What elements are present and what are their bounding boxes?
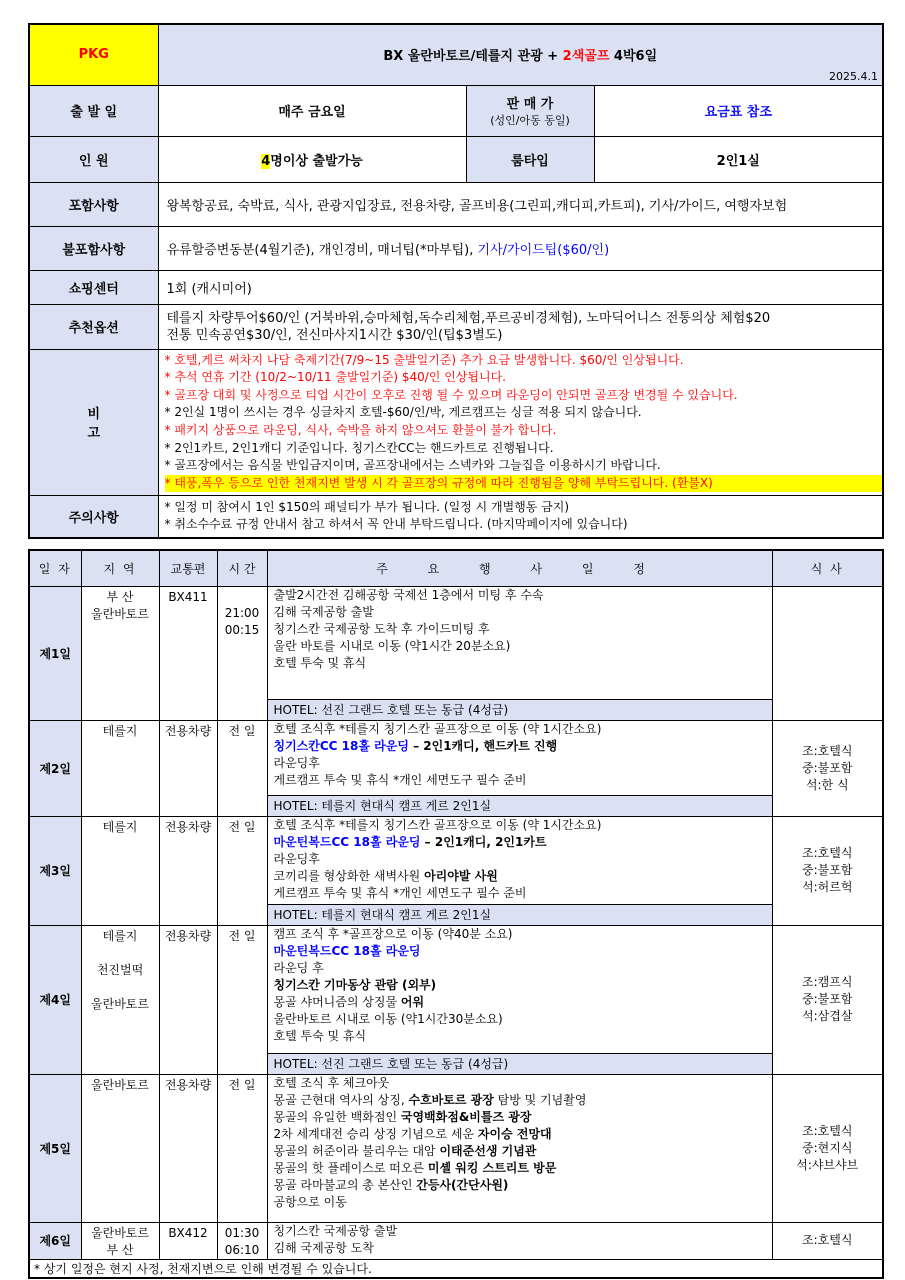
region-line: 울란바토르 (91, 996, 149, 1011)
title-suffix: 4박6일 (609, 49, 658, 65)
itinerary-text: 마운틴복드CC 18홀 라운딩 (273, 943, 421, 958)
region-line: 울란바토르 (91, 606, 149, 621)
meal-line: 조:호텔식 (802, 846, 853, 860)
caution-label: 주의사항 (29, 495, 158, 538)
schedule-footnote: * 상기 일정은 현지 사정, 천재지변으로 인해 변경될 수 있습니다. (29, 1259, 883, 1278)
itinerary-line (274, 926, 772, 943)
exclude-text: 유류할증변동분(4월기준), 개인경비, 매너팁(*마부팁), (166, 242, 478, 258)
itinerary-text: 김해 국제공항 도착 (273, 1240, 374, 1255)
itinerary-line (274, 1092, 772, 1109)
schedule-table (28, 549, 884, 1279)
time-line: 00:15 (224, 622, 260, 637)
itinerary-highlight: 국영백화점&비틀즈 광장 (400, 1109, 532, 1124)
itinerary-detail: – 2인1캐디, 핸드카트 진행 (408, 738, 558, 753)
meal-line: 석:삼겹살 (802, 1009, 853, 1023)
issue-date: 2025.4.1 (829, 69, 879, 83)
itinerary-highlight: 수흐바토르 광장 (408, 1092, 494, 1107)
caution-line: * 취소수수료 규정 안내서 참고 하셔서 꼭 안내 부탁드립니다. (마지막페이지에 있습니다) (164, 517, 628, 532)
col-meal: 식 사 (772, 550, 883, 586)
itinerary-text: 칭기스칸 국제공항 출발 (273, 1223, 398, 1238)
day-row (29, 1074, 883, 1222)
itinerary-line (274, 834, 772, 851)
meal-line: 중:현지식 (802, 1140, 853, 1155)
itinerary-text: 몽골의 유일한 백화점인 (273, 1109, 401, 1124)
itinerary-text: 라운딩 후 (273, 960, 324, 975)
itinerary-line (274, 1011, 772, 1028)
day-region (81, 925, 159, 1074)
itinerary-text: 코끼리를 형상화한 새벽사원 (273, 868, 425, 883)
day-region (81, 720, 159, 816)
remark-line: * 2인1카트, 2인1캐디 기준입니다. 칭기스칸CC는 핸드카트로 진행됩니다. (164, 440, 554, 455)
shopping-label: 쇼핑센터 (29, 270, 158, 304)
itinerary-line (274, 1194, 772, 1211)
guide-tip: 기사/가이드팁($60/인) (477, 242, 610, 258)
option-line: 전통 민속공연$30/인, 전신마사지1시간 $30/인(팁$3별도) (166, 327, 503, 343)
itinerary-text: 2차 세계대전 승리 상징 기념으로 세운 (273, 1126, 478, 1141)
day-meals (772, 720, 883, 816)
region-line (82, 945, 159, 962)
include-value: 왕복항공료, 숙박료, 식사, 관광지입장료, 전용차량, 골프비용(그린피,캐디피,카트피), 기사/가이드, 여행자보험 (158, 182, 883, 226)
meal-line: 석:허르헉 (802, 880, 853, 894)
day-transport: BX412 (159, 1222, 217, 1259)
price-sub: (성인/아동 동일) (490, 114, 570, 127)
shopping-value: 1회 (캐시미어) (158, 270, 883, 304)
people-min: 4 (261, 153, 271, 169)
itinerary-line (274, 1109, 772, 1126)
itinerary-line (274, 943, 772, 960)
itinerary-detail: – 2인1캐디, 2인1카트 (420, 834, 547, 849)
day-meals (772, 816, 883, 925)
caution-line: * 일정 미 참여시 1인 $150의 패널티가 부가 됩니다. (일정 시 개별행동 금지) (164, 500, 570, 515)
option-value (158, 304, 883, 349)
itinerary-highlight: 간등사(간단사원) (416, 1177, 509, 1192)
exclude-value (158, 226, 883, 270)
region-line: 부 산 (106, 1242, 134, 1257)
title-golf: 2색골프 (562, 49, 610, 65)
day-region (81, 1074, 159, 1222)
tour-info-table (28, 23, 884, 539)
day-region (81, 586, 159, 720)
itinerary-text: 라운딩후 (273, 755, 320, 770)
day-transport: 전용차량 (159, 925, 217, 1074)
meal-line: 조:호텔식 (802, 1233, 853, 1247)
itinerary-line (274, 721, 772, 738)
itinerary-text: 게르캠프 투숙 및 휴식 *개인 세면도구 필수 준비 (273, 772, 527, 787)
remarks-list (158, 349, 883, 495)
time-line: 01:30 (224, 1225, 260, 1240)
day-transport: 전용차량 (159, 816, 217, 925)
itinerary-line (274, 772, 772, 789)
itinerary-text: 게르캠프 투숙 및 휴식 *개인 세면도구 필수 준비 (273, 885, 527, 900)
departure-value: 매주 금요일 (158, 85, 466, 136)
price-label (466, 85, 594, 136)
day-time (217, 1222, 267, 1259)
price-label-text: 판 매 가 (506, 97, 554, 112)
departure-label: 출 발 일 (29, 85, 158, 136)
itinerary-line (274, 587, 772, 604)
itinerary-line (274, 851, 772, 868)
itinerary-text: 몽골 샤머니즘의 상징물 (273, 994, 401, 1009)
day-itinerary (267, 1074, 772, 1222)
day-transport: 전용차량 (159, 1074, 217, 1222)
itinerary-line (274, 960, 772, 977)
include-label: 포함사항 (29, 182, 158, 226)
time-line: 전 일 (228, 928, 256, 943)
tour-title (158, 24, 883, 85)
schedule-body (29, 586, 883, 1259)
day-number: 제2일 (29, 720, 81, 816)
itinerary-line (274, 755, 772, 772)
room-value: 2인1실 (594, 136, 883, 182)
option-line: 테를지 차량투어$60/인 (거북바위,승마체험,독수리체험,푸르공비경체험), 노마딕어니스 전통의상 체험$20 (166, 310, 771, 326)
day-time (217, 720, 267, 816)
itinerary-text: 울란 바토를 시내로 이동 (약1시간 20분소요) (273, 638, 511, 653)
meal-line: 석:한 식 (805, 777, 849, 792)
itinerary-text: 몽골 라마불교의 총 본산인 (273, 1177, 417, 1192)
time-line: 전 일 (228, 723, 256, 738)
itinerary-text: 호텔 조식후 *테를지 칭기스칸 골프장으로 이동 (약 1시간소요) (273, 721, 602, 736)
day-row (29, 925, 883, 1053)
hotel-info: HOTEL: 선진 그랜드 호텔 또는 동급 (4성급) (267, 699, 772, 720)
day-number: 제6일 (29, 1222, 81, 1259)
title-prefix: BX 울란바토르/테를지 관광 + (383, 49, 563, 65)
day-meals (772, 1222, 883, 1259)
day-itinerary (267, 1222, 772, 1259)
day-transport: 전용차량 (159, 720, 217, 816)
itinerary-text: 호텔 투숙 및 휴식 (273, 655, 367, 670)
meal-line: 석:샤브샤브 (796, 1157, 859, 1172)
region-line: 부 산 (106, 589, 134, 604)
day-time (217, 1074, 267, 1222)
day-region (81, 1222, 159, 1259)
time-line: 06:10 (224, 1242, 260, 1257)
itinerary-text: 칭기스칸 기마동상 관람 (외부) (273, 977, 437, 992)
itinerary-line (274, 1126, 772, 1143)
day-region (81, 816, 159, 925)
price-value: 요금표 참조 (594, 85, 883, 136)
day-row (29, 586, 883, 699)
day-meals (772, 925, 883, 1074)
itinerary-line (274, 1143, 772, 1160)
day-number: 제1일 (29, 586, 81, 720)
people-label: 인 원 (29, 136, 158, 182)
meal-line: 조:캠프식 (802, 975, 853, 989)
day-row (29, 816, 883, 904)
caution-list (158, 495, 883, 538)
day-number: 제5일 (29, 1074, 81, 1222)
col-transport: 교통편 (159, 550, 217, 586)
itinerary-highlight: 자이승 전망대 (477, 1126, 552, 1141)
remark-line: * 2인실 1명이 쓰시는 경우 싱글차지 호텔-$60/인/박, 게르캠프는 싱글 적용 되지 않습니다. (164, 405, 642, 420)
remark-line: * 호텔,게르 써차지 나담 축제기간(7/9~15 출발일기준) 추가 요금 발생합니다. $60/인 인상됩니다. (164, 352, 684, 367)
region-line: 천진벌떡 (96, 962, 144, 977)
region-line: 테를지 (102, 928, 138, 943)
time-line: 전 일 (228, 1077, 256, 1092)
itinerary-text: 몽골의 핫 플레이스로 떠오른 (273, 1160, 428, 1175)
itinerary-text: 라운딩후 (273, 851, 320, 866)
itinerary-line (274, 1223, 772, 1240)
itinerary-line (274, 817, 772, 834)
people-rest: 명이상 출발가능 (270, 153, 363, 169)
itinerary-text: 몽골의 허준이라 불리우는 대암 (273, 1143, 440, 1158)
itinerary-text: 공항으로 이동 (273, 1194, 347, 1209)
meal-line: 조:호텔식 (802, 743, 853, 758)
itinerary-text: 마운틴복드CC 18홀 라운딩 (273, 834, 421, 849)
exclude-label: 불포함사항 (29, 226, 158, 270)
col-itinerary: 주 요 행 사 일 정 (267, 550, 772, 586)
itinerary-line (274, 977, 772, 994)
itinerary-text: 호텔 조식 후 체크아웃 (273, 1075, 390, 1090)
itinerary-text: 출발2시간전 김해공항 국제선 1층에서 미팅 후 수속 (273, 587, 544, 602)
itinerary-text: 몽골 근현대 역사의 상징, (273, 1092, 409, 1107)
day-number: 제4일 (29, 925, 81, 1074)
day-itinerary (267, 816, 772, 904)
time-line: 21:00 (224, 605, 260, 620)
col-time: 시 간 (217, 550, 267, 586)
itinerary-text: 호텔 조식후 *테를지 칭기스칸 골프장으로 이동 (약 1시간소요) (273, 817, 602, 832)
option-label: 추천옵션 (29, 304, 158, 349)
itinerary-line (274, 738, 772, 755)
itinerary-line (274, 868, 772, 885)
itinerary-line (274, 604, 772, 621)
hotel-info: HOTEL: 테를지 현대식 캠프 게르 2인1실 (267, 795, 772, 816)
day-time (217, 925, 267, 1074)
itinerary-line (274, 1075, 772, 1092)
region-line: 테를지 (102, 819, 138, 834)
day-transport: BX411 (159, 586, 217, 720)
remark-line: * 패키지 상품으로 라운딩, 식사, 숙박을 하지 않으셔도 환불이 불가 합니다. (164, 423, 557, 437)
day-time (217, 816, 267, 925)
day-itinerary (267, 586, 772, 699)
itinerary-line (274, 885, 772, 902)
region-line: 울란바토르 (91, 1225, 149, 1240)
itinerary-line (274, 621, 772, 638)
day-row (29, 720, 883, 795)
remark-line: * 추석 연휴 기간 (10/2~10/11 출발일기준) $40/인 인상됩니다. (164, 370, 506, 385)
region-line (82, 979, 159, 996)
itinerary-line (274, 655, 772, 672)
day-number: 제3일 (29, 816, 81, 925)
remark-line: * 태풍,폭우 등으로 인한 천재지변 발생 시 각 골프장의 규정에 따라 진행됨을 양해 부탁드립니다. (환불X) (165, 475, 883, 493)
remarks-label: 비 고 (29, 349, 158, 495)
time-line: 전 일 (228, 819, 256, 834)
hotel-info: HOTEL: 선진 그랜드 호텔 또는 동급 (4성급) (267, 1053, 772, 1074)
meal-line: 조:호텔식 (802, 1123, 853, 1138)
itinerary-line (274, 1160, 772, 1177)
itinerary-tail: 탐방 및 기념촬영 (493, 1092, 587, 1107)
itinerary-highlight: 이태준선생 기념관 (439, 1143, 537, 1158)
col-region: 지 역 (81, 550, 159, 586)
hotel-info: HOTEL: 테를지 현대식 캠프 게르 2인1실 (267, 904, 772, 925)
region-line: 테를지 (102, 723, 138, 738)
day-itinerary (267, 925, 772, 1053)
day-meals (772, 1074, 883, 1222)
remark-line: * 골프장에서는 음식물 반입금지이며, 골프장내에서는 스넥카와 그늘집을 이용하시기 바랍니다. (164, 458, 661, 473)
itinerary-highlight: 미셸 워킹 스트리트 방문 (427, 1160, 557, 1175)
day-itinerary (267, 720, 772, 795)
day-meals (772, 586, 883, 720)
itinerary-text: 김해 국제공항 출발 (273, 604, 374, 619)
remark-line: * 골프장 대회 및 사정으로 티업 시간이 오후로 진행 될 수 있으며 라운딩이 안되면 골프장 변경될 수 있습니다. (164, 387, 738, 402)
itinerary-text: 칭기스칸CC 18홀 라운딩 (273, 738, 409, 753)
meal-line: 중:불포함 (802, 863, 853, 877)
col-day: 일 자 (29, 550, 81, 586)
itinerary-line (274, 638, 772, 655)
itinerary-text: 칭기스칸 국제공항 도착 후 가이드미팅 후 (273, 621, 490, 636)
itinerary-text: 캠프 조식 후 *골프장으로 이동 (약40분 소요) (273, 926, 513, 941)
room-label: 룸타입 (466, 136, 594, 182)
region-line: 울란바토르 (91, 1077, 149, 1092)
itinerary-text: 호텔 투숙 및 휴식 (273, 1028, 367, 1043)
meal-line: 중:불포함 (802, 992, 853, 1006)
people-value (158, 136, 466, 182)
day-row (29, 1222, 883, 1259)
itinerary-line (274, 1240, 772, 1257)
day-time (217, 586, 267, 720)
itinerary-line (274, 994, 772, 1011)
itinerary-highlight: 어워 (400, 994, 425, 1009)
pkg-label: PKG (29, 24, 158, 85)
itinerary-line (274, 1177, 772, 1194)
itinerary-line (274, 1028, 772, 1045)
itinerary-text: 울란바토르 시내로 이동 (약1시간30분소요) (273, 1011, 503, 1026)
meal-line: 중:불포함 (802, 760, 853, 775)
itinerary-highlight: 아리야발 사원 (424, 868, 498, 883)
